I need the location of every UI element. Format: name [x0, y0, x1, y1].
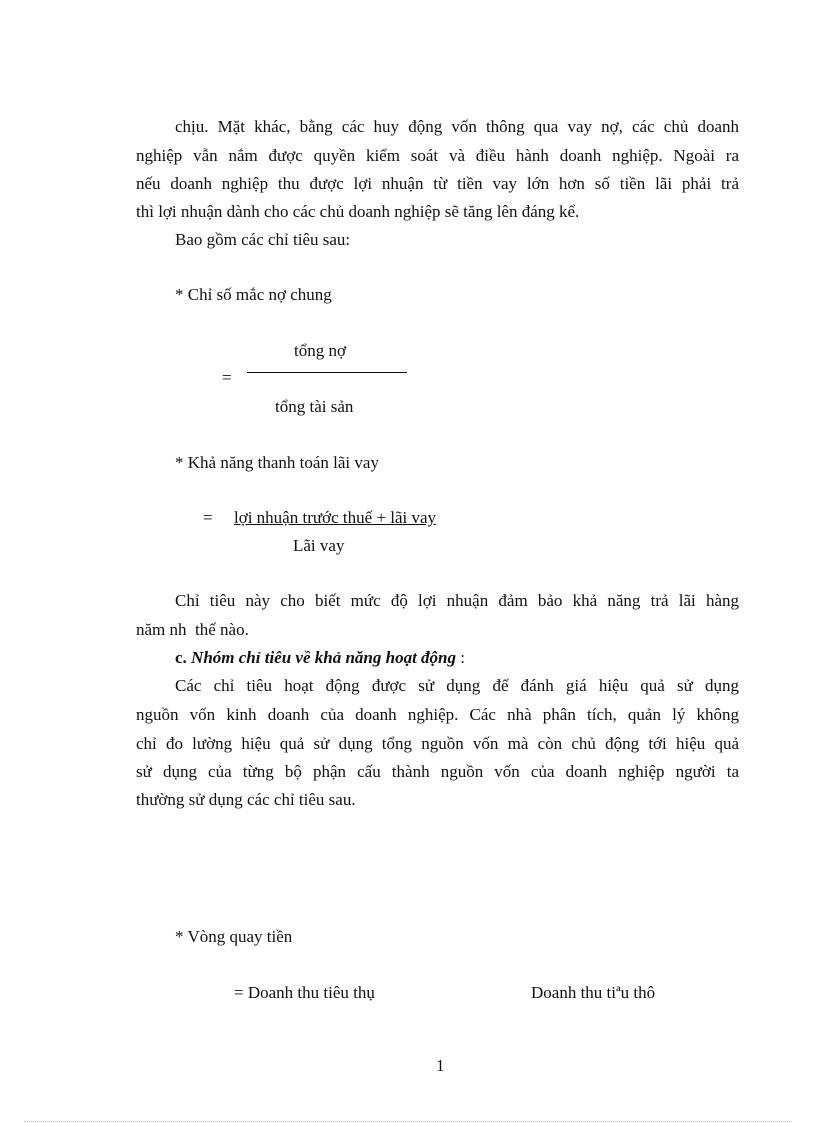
interest-coverage-equals: =	[203, 508, 213, 527]
debt-ratio-fraction-bar	[247, 372, 407, 373]
debt-ratio-equals: =	[222, 368, 232, 387]
page-number: 1	[436, 1056, 445, 1075]
paragraph-line: chỉ đo lường hiệu quả sử dụng tổng nguồn vốn mà còn chủ động tới hiệu quả	[136, 734, 739, 753]
paragraph-line: Các chỉ tiêu hoạt động được sử dụng để đánh giá hiệu quả sử dụng	[175, 676, 739, 695]
paragraph-line: Chỉ tiêu này cho biết mức độ lợi nhuận đảm bảo khả năng trả lãi hàng	[175, 591, 739, 610]
paragraph-line: nguồn vốn kinh doanh của doanh nghiệp. Các nhà phân tích, quản lý không	[136, 705, 739, 724]
debt-ratio-numerator: tổng nợ	[294, 341, 346, 360]
cash-turnover-formula-right: Doanh thu tiªu thô	[531, 983, 656, 1002]
interest-coverage-heading: * Khả năng thanh toán lãi vay	[175, 453, 379, 472]
paragraph-line: nếu doanh nghiệp thu được lợi nhuận từ tiền vay lớn hơn số tiền lãi phải trả	[136, 174, 739, 193]
debt-ratio-denominator: tổng tài sản	[275, 397, 354, 416]
section-title: Nhóm chỉ tiêu về khả năng hoạt động	[191, 648, 457, 667]
section-heading	[175, 647, 465, 669]
section-prefix: c.	[175, 648, 187, 667]
paragraph-line: nghiệp vẫn nắm được quyền kiểm soát và điều hành doanh nghiệp. Ngoài ra	[136, 146, 739, 165]
paragraph-line: sử dụng của từng bộ phận cấu thành nguồn vốn của doanh nghiệp người ta	[136, 762, 739, 781]
paragraph-line: thường sử dụng các chỉ tiêu sau.	[136, 790, 356, 809]
paragraph-line: thì lợi nhuận dành cho các chủ doanh nghiệp sẽ tăng lên đáng kể.	[136, 202, 580, 221]
cash-turnover-formula-left: = Doanh thu tiêu thụ	[234, 983, 375, 1002]
interest-coverage-numerator: lợi nhuận trước thuế + lãi vay	[234, 508, 437, 527]
paragraph-line: năm nh thế nào.	[136, 620, 249, 639]
debt-ratio-heading: * Chỉ số mắc nợ chung	[175, 285, 332, 304]
paragraph-line: chịu. Mặt khác, bằng các huy động vốn thông qua vay nợ, các chủ doanh	[175, 117, 739, 136]
intro-text: Bao gồm các chỉ tiêu sau:	[175, 230, 351, 249]
page-bottom-border	[24, 1121, 792, 1122]
cash-turnover-heading: * Vòng quay tiền	[175, 927, 293, 946]
interest-coverage-denominator: Lãi vay	[293, 536, 345, 555]
section-suffix: :	[460, 648, 465, 667]
